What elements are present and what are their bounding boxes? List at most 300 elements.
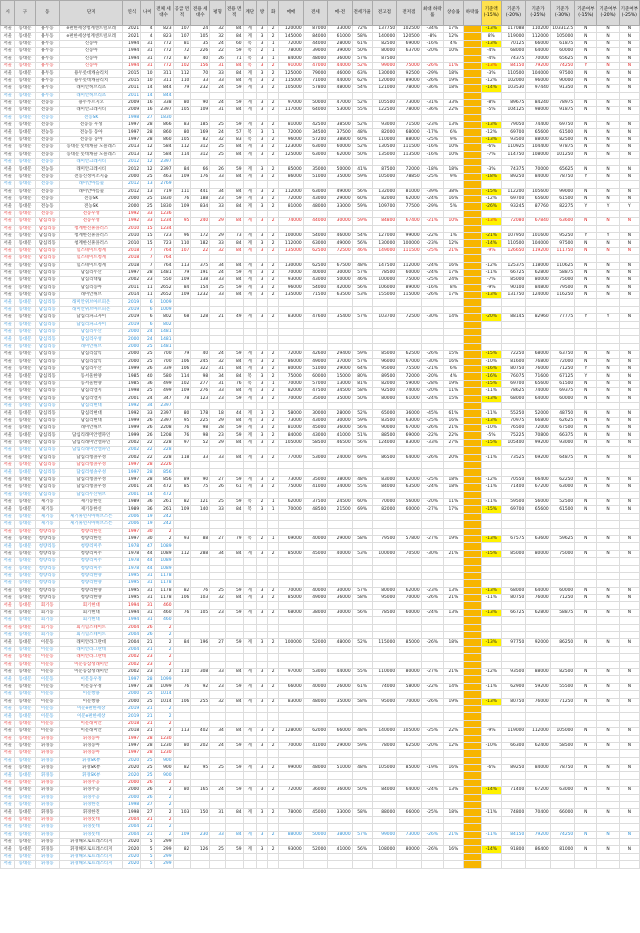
table-cell[interactable]: 110: [173, 240, 191, 247]
table-cell[interactable]: 74250: [550, 831, 574, 838]
table-cell[interactable]: [225, 691, 243, 698]
table-cell[interactable]: 동대문: [15, 395, 35, 402]
table-cell[interactable]: [443, 565, 463, 572]
table-cell[interactable]: 답십리동: [35, 388, 59, 395]
table-cell[interactable]: 서울: [1, 306, 15, 313]
table-cell[interactable]: [372, 336, 396, 343]
table-cell[interactable]: [352, 469, 372, 476]
table-cell[interactable]: 26: [141, 365, 154, 372]
table-cell[interactable]: [526, 92, 550, 99]
table-cell[interactable]: [526, 713, 550, 720]
table-cell[interactable]: N: [619, 668, 639, 675]
table-cell[interactable]: 29000: [328, 365, 352, 372]
table-cell[interactable]: 33: [210, 292, 226, 299]
table-cell[interactable]: [481, 462, 501, 469]
table-cell[interactable]: 84000: [372, 787, 396, 794]
table-cell[interactable]: 45000: [303, 550, 327, 557]
table-cell[interactable]: [303, 572, 327, 579]
table-cell[interactable]: [443, 521, 463, 528]
table-cell[interactable]: 33: [210, 77, 226, 84]
table-cell[interactable]: [210, 654, 226, 661]
table-row[interactable]: [1, 40, 640, 47]
table-cell[interactable]: 460: [154, 617, 173, 624]
table-cell[interactable]: 3: [256, 742, 267, 749]
table-cell[interactable]: 43000: [303, 432, 327, 439]
table-cell[interactable]: [225, 602, 243, 609]
table-cell[interactable]: [619, 321, 639, 328]
table-cell[interactable]: 125000: [279, 151, 303, 158]
table-cell[interactable]: 84: [225, 247, 243, 254]
table-cell[interactable]: 서울: [1, 831, 15, 838]
table-cell[interactable]: [619, 838, 639, 845]
table-cell[interactable]: 55%: [352, 668, 372, 675]
table-cell[interactable]: 65600: [526, 506, 550, 513]
table-cell[interactable]: [550, 447, 574, 454]
table-cell[interactable]: [463, 85, 481, 92]
table-cell[interactable]: 41000: [303, 484, 327, 491]
table-cell[interactable]: [501, 750, 525, 757]
table-cell[interactable]: 30000: [328, 417, 352, 424]
table-cell[interactable]: [210, 691, 226, 698]
table-cell[interactable]: [191, 181, 210, 188]
table-cell[interactable]: 28: [141, 136, 154, 143]
table-cell[interactable]: [303, 861, 327, 868]
table-cell[interactable]: [619, 624, 639, 631]
table-cell[interactable]: 59%: [352, 218, 372, 225]
table-cell[interactable]: [173, 528, 191, 535]
table-cell[interactable]: 서울: [1, 661, 15, 668]
table-cell[interactable]: [303, 772, 327, 779]
table-cell[interactable]: N: [575, 144, 597, 151]
table-cell[interactable]: 계: [243, 587, 256, 594]
table-cell[interactable]: [352, 462, 372, 469]
table-cell[interactable]: 48%: [352, 476, 372, 483]
table-cell[interactable]: 68000: [279, 609, 303, 616]
table-cell[interactable]: [210, 735, 226, 742]
table-cell[interactable]: [463, 454, 481, 461]
table-cell[interactable]: 24: [141, 395, 154, 402]
table-row[interactable]: [1, 439, 640, 446]
table-cell[interactable]: 120500: [397, 33, 421, 40]
table-cell[interactable]: 복: [243, 373, 256, 380]
table-cell[interactable]: 92: [191, 683, 210, 690]
table-cell[interactable]: [550, 794, 574, 801]
table-cell[interactable]: [243, 462, 256, 469]
table-cell[interactable]: [243, 580, 256, 587]
table-cell[interactable]: [463, 144, 481, 151]
table-cell[interactable]: N: [619, 439, 639, 446]
table-cell[interactable]: N: [575, 136, 597, 143]
table-cell[interactable]: N: [575, 454, 597, 461]
table-cell[interactable]: 서울: [1, 809, 15, 816]
table-cell[interactable]: 24: [210, 742, 226, 749]
table-cell[interactable]: 용두동: [35, 92, 59, 99]
table-cell[interactable]: 휘경동: [35, 750, 59, 757]
table-cell[interactable]: [256, 654, 267, 661]
table-cell[interactable]: 동대문: [15, 203, 35, 210]
table-cell[interactable]: 40000: [303, 535, 327, 542]
table-cell[interactable]: [597, 181, 619, 188]
table-cell[interactable]: [352, 329, 372, 336]
table-cell[interactable]: 2: [268, 218, 279, 225]
table-cell[interactable]: 40000: [303, 269, 327, 276]
table-cell[interactable]: [421, 624, 443, 631]
table-cell[interactable]: 서울: [1, 336, 15, 343]
table-cell[interactable]: [443, 735, 463, 742]
table-cell[interactable]: [191, 750, 210, 757]
table-cell[interactable]: 이문동: [35, 698, 59, 705]
table-cell[interactable]: 82: [173, 499, 191, 506]
table-cell[interactable]: 87760: [526, 203, 550, 210]
table-cell[interactable]: 26: [210, 166, 226, 173]
table-cell[interactable]: 25: [210, 846, 226, 853]
table-cell[interactable]: 1178: [154, 572, 173, 579]
table-cell[interactable]: [173, 772, 191, 779]
table-cell[interactable]: 21: [141, 639, 154, 646]
table-cell[interactable]: [397, 705, 421, 712]
table-cell[interactable]: -25%: [421, 247, 443, 254]
table-cell[interactable]: [173, 861, 191, 868]
table-cell[interactable]: 2018: [123, 255, 141, 262]
table-cell[interactable]: 서울: [1, 284, 15, 291]
table-cell[interactable]: 동대문: [15, 321, 35, 328]
table-row[interactable]: [1, 750, 640, 757]
table-cell[interactable]: [256, 159, 267, 166]
table-cell[interactable]: 동대문: [15, 668, 35, 675]
table-cell[interactable]: 24: [210, 85, 226, 92]
table-cell[interactable]: [225, 565, 243, 572]
table-cell[interactable]: [191, 646, 210, 653]
table-cell[interactable]: [191, 343, 210, 350]
table-cell[interactable]: 78000: [397, 85, 421, 92]
table-cell[interactable]: [372, 114, 396, 121]
table-cell[interactable]: [463, 632, 481, 639]
table-cell[interactable]: [443, 624, 463, 631]
table-cell[interactable]: [352, 772, 372, 779]
table-cell[interactable]: 80: [173, 742, 191, 749]
table-cell[interactable]: 93: [173, 535, 191, 542]
table-cell[interactable]: 102: [173, 380, 191, 387]
table-cell[interactable]: 21%: [443, 668, 463, 675]
table-cell[interactable]: [256, 624, 267, 631]
table-cell[interactable]: [397, 661, 421, 668]
table-cell[interactable]: [397, 543, 421, 550]
table-cell[interactable]: 84: [225, 70, 243, 77]
table-cell[interactable]: 78750: [550, 173, 574, 180]
table-cell[interactable]: [397, 159, 421, 166]
table-cell[interactable]: 2000: [123, 343, 141, 350]
table-cell[interactable]: [279, 617, 303, 624]
table-cell[interactable]: 15: [141, 225, 154, 232]
table-cell[interactable]: [225, 750, 243, 757]
table-cell[interactable]: [463, 654, 481, 661]
table-cell[interactable]: 88000: [526, 668, 550, 675]
table-cell[interactable]: 55250: [501, 410, 525, 417]
table-cell[interactable]: 226: [191, 48, 210, 55]
table-cell[interactable]: -6%: [481, 144, 501, 151]
table-cell[interactable]: 41%: [352, 166, 372, 173]
table-cell[interactable]: 84: [173, 166, 191, 173]
table-cell[interactable]: 3: [256, 173, 267, 180]
table-cell[interactable]: 2: [268, 203, 279, 210]
table-cell[interactable]: 서울: [1, 853, 15, 860]
table-cell[interactable]: 35000: [303, 395, 327, 402]
table-cell[interactable]: 31: [210, 365, 226, 372]
table-cell[interactable]: 34500: [328, 388, 352, 395]
table-cell[interactable]: [372, 646, 396, 653]
table-cell[interactable]: [463, 240, 481, 247]
table-cell[interactable]: 3: [256, 262, 267, 269]
table-cell[interactable]: 322: [191, 365, 210, 372]
table-row[interactable]: [1, 646, 640, 653]
table-cell[interactable]: 3: [256, 388, 267, 395]
table-cell[interactable]: 답십리동: [35, 432, 59, 439]
table-cell[interactable]: 80000: [279, 365, 303, 372]
table-cell[interactable]: 동서울한양: [59, 380, 122, 387]
table-cell[interactable]: 동대문: [15, 343, 35, 350]
table-cell[interactable]: 계: [243, 609, 256, 616]
table-cell[interactable]: 140: [191, 506, 210, 513]
table-cell[interactable]: -26%: [421, 831, 443, 838]
table-cell[interactable]: N: [575, 668, 597, 675]
table-cell[interactable]: [443, 861, 463, 868]
table-cell[interactable]: [443, 772, 463, 779]
table-cell[interactable]: 제기휴먼시아허브스튼: [59, 521, 122, 528]
table-cell[interactable]: [463, 661, 481, 668]
table-cell[interactable]: [526, 750, 550, 757]
table-cell[interactable]: [372, 705, 396, 712]
table-cell[interactable]: [243, 624, 256, 631]
table-cell[interactable]: 26: [141, 632, 154, 639]
table-cell[interactable]: [421, 853, 443, 860]
table-cell[interactable]: [526, 343, 550, 350]
table-cell[interactable]: 59: [225, 195, 243, 202]
table-cell[interactable]: 98: [191, 425, 210, 432]
table-cell[interactable]: 26: [141, 794, 154, 801]
table-cell[interactable]: [268, 772, 279, 779]
table-cell[interactable]: [303, 558, 327, 565]
table-cell[interactable]: 182: [191, 240, 210, 247]
table-cell[interactable]: [443, 646, 463, 653]
table-cell[interactable]: [352, 336, 372, 343]
table-cell[interactable]: 80750: [501, 595, 525, 602]
table-cell[interactable]: 계: [243, 365, 256, 372]
table-cell[interactable]: 59: [225, 846, 243, 853]
table-cell[interactable]: 27: [141, 809, 154, 816]
table-cell[interactable]: 123: [191, 395, 210, 402]
table-cell[interactable]: 67125: [550, 373, 574, 380]
table-cell[interactable]: 3: [256, 203, 267, 210]
table-cell[interactable]: [279, 343, 303, 350]
table-cell[interactable]: 85000: [397, 765, 421, 772]
table-cell[interactable]: [397, 794, 421, 801]
table-cell[interactable]: 23: [210, 195, 226, 202]
table-cell[interactable]: 61500: [550, 195, 574, 202]
column-header[interactable]: 단지: [59, 1, 122, 26]
table-cell[interactable]: 4: [141, 26, 154, 33]
column-header[interactable]: 전체 세대수: [154, 1, 173, 26]
table-cell[interactable]: [303, 528, 327, 535]
table-cell[interactable]: [210, 558, 226, 565]
table-cell[interactable]: 계: [243, 122, 256, 129]
table-cell[interactable]: -22%: [421, 232, 443, 239]
table-cell[interactable]: 이문동: [35, 661, 59, 668]
table-row[interactable]: [1, 33, 640, 40]
table-row[interactable]: [1, 513, 640, 520]
table-cell[interactable]: 2: [268, 247, 279, 254]
table-cell[interactable]: 36000: [328, 595, 352, 602]
table-cell[interactable]: 동대문: [15, 454, 35, 461]
table-cell[interactable]: [191, 336, 210, 343]
table-cell[interactable]: -14%: [481, 846, 501, 853]
table-cell[interactable]: 휘경동아: [59, 750, 122, 757]
table-cell[interactable]: 58%: [352, 33, 372, 40]
table-cell[interactable]: [550, 661, 574, 668]
table-cell[interactable]: 24: [210, 269, 226, 276]
table-cell[interactable]: [191, 713, 210, 720]
table-cell[interactable]: 휘경해모로프레스티지: [59, 838, 122, 845]
table-cell[interactable]: N: [619, 683, 639, 690]
table-cell[interactable]: [575, 491, 597, 498]
table-cell[interactable]: 95250: [550, 232, 574, 239]
table-cell[interactable]: 110000: [372, 668, 396, 675]
table-cell[interactable]: 66000: [550, 809, 574, 816]
table-row[interactable]: [1, 410, 640, 417]
table-cell[interactable]: 82: [173, 765, 191, 772]
table-cell[interactable]: [352, 543, 372, 550]
table-cell[interactable]: 3: [256, 668, 267, 675]
table-cell[interactable]: 2: [154, 831, 173, 838]
table-cell[interactable]: [619, 181, 639, 188]
table-cell[interactable]: [501, 794, 525, 801]
table-cell[interactable]: 19: [141, 521, 154, 528]
table-cell[interactable]: 복: [243, 55, 256, 62]
table-cell[interactable]: 계: [243, 188, 256, 195]
table-cell[interactable]: 21%: [443, 595, 463, 602]
table-cell[interactable]: 75: [191, 484, 210, 491]
table-cell[interactable]: [243, 757, 256, 764]
table-cell[interactable]: 계: [243, 26, 256, 33]
table-cell[interactable]: [463, 203, 481, 210]
table-cell[interactable]: 98: [191, 373, 210, 380]
table-cell[interactable]: 70000: [279, 587, 303, 594]
table-row[interactable]: [1, 742, 640, 749]
table-cell[interactable]: 17%: [443, 292, 463, 299]
table-cell[interactable]: [268, 713, 279, 720]
table-row[interactable]: [1, 506, 640, 513]
table-cell[interactable]: 2: [268, 595, 279, 602]
table-cell[interactable]: 100000: [279, 232, 303, 239]
table-cell[interactable]: [597, 255, 619, 262]
table-cell[interactable]: [619, 617, 639, 624]
table-cell[interactable]: 63000: [303, 144, 327, 151]
table-cell[interactable]: [210, 159, 226, 166]
table-cell[interactable]: 99000: [397, 232, 421, 239]
table-cell[interactable]: 10%: [443, 218, 463, 225]
table-cell[interactable]: 97000: [279, 99, 303, 106]
table-cell[interactable]: -36%: [421, 107, 443, 114]
table-cell[interactable]: 휘경동: [35, 779, 59, 786]
table-cell[interactable]: 460: [154, 609, 173, 616]
table-cell[interactable]: [279, 528, 303, 535]
table-cell[interactable]: [619, 255, 639, 262]
table-cell[interactable]: 이문동: [35, 668, 59, 675]
table-cell[interactable]: 75000: [279, 373, 303, 380]
table-cell[interactable]: 전농우성: [59, 218, 122, 225]
table-cell[interactable]: [173, 114, 191, 121]
table-cell[interactable]: 서울: [1, 107, 15, 114]
table-cell[interactable]: 76: [173, 432, 191, 439]
table-cell[interactable]: [328, 853, 352, 860]
table-cell[interactable]: N: [619, 809, 639, 816]
table-cell[interactable]: 답십리동: [35, 314, 59, 321]
table-cell[interactable]: [463, 772, 481, 779]
table-cell[interactable]: [481, 853, 501, 860]
table-cell[interactable]: 계: [243, 85, 256, 92]
table-cell[interactable]: [463, 439, 481, 446]
table-row[interactable]: [1, 787, 640, 794]
table-cell[interactable]: 78975: [550, 99, 574, 106]
table-cell[interactable]: [443, 713, 463, 720]
table-cell[interactable]: 59: [225, 166, 243, 173]
table-cell[interactable]: 62000: [279, 499, 303, 506]
table-cell[interactable]: 2: [154, 639, 173, 646]
table-cell[interactable]: 3: [256, 240, 267, 247]
table-cell[interactable]: -23%: [421, 122, 443, 129]
table-cell[interactable]: 75000: [397, 62, 421, 69]
table-cell[interactable]: 이문쌍용: [59, 691, 122, 698]
table-cell[interactable]: [421, 676, 443, 683]
table-cell[interactable]: 1: [268, 506, 279, 513]
table-cell[interactable]: 청계한신휴플러스: [59, 225, 122, 232]
table-cell[interactable]: [243, 447, 256, 454]
table-cell[interactable]: 1985: [123, 373, 141, 380]
table-cell[interactable]: 49: [225, 314, 243, 321]
table-cell[interactable]: 85000: [501, 277, 525, 284]
table-cell[interactable]: [597, 299, 619, 306]
table-cell[interactable]: 84: [225, 262, 243, 269]
table-cell[interactable]: 2: [268, 388, 279, 395]
table-cell[interactable]: 동대문: [15, 543, 35, 550]
table-cell[interactable]: [463, 410, 481, 417]
table-cell[interactable]: [575, 772, 597, 779]
table-cell[interactable]: 62500: [397, 351, 421, 358]
table-row[interactable]: [1, 543, 640, 550]
table-cell[interactable]: [463, 691, 481, 698]
table-cell[interactable]: 72000: [397, 166, 421, 173]
table-cell[interactable]: 1998: [123, 388, 141, 395]
table-cell[interactable]: 472: [154, 484, 173, 491]
table-cell[interactable]: 전농동: [35, 129, 59, 136]
table-cell[interactable]: 73: [225, 232, 243, 239]
table-cell[interactable]: [303, 602, 327, 609]
table-cell[interactable]: N: [619, 99, 639, 106]
table-cell[interactable]: 86000: [279, 173, 303, 180]
table-cell[interactable]: 32: [210, 33, 226, 40]
table-cell[interactable]: [443, 336, 463, 343]
table-cell[interactable]: 동대문: [15, 646, 35, 653]
table-cell[interactable]: 2: [154, 705, 173, 712]
table-cell[interactable]: 63000: [550, 787, 574, 794]
table-row[interactable]: [1, 210, 640, 217]
table-cell[interactable]: 답십리두산: [59, 365, 122, 372]
table-cell[interactable]: 3: [256, 831, 267, 838]
table-cell[interactable]: 93000: [372, 122, 396, 129]
table-cell[interactable]: -16%: [421, 151, 443, 158]
table-cell[interactable]: 2: [154, 624, 173, 631]
table-cell[interactable]: 1994: [123, 602, 141, 609]
table-cell[interactable]: [501, 210, 525, 217]
